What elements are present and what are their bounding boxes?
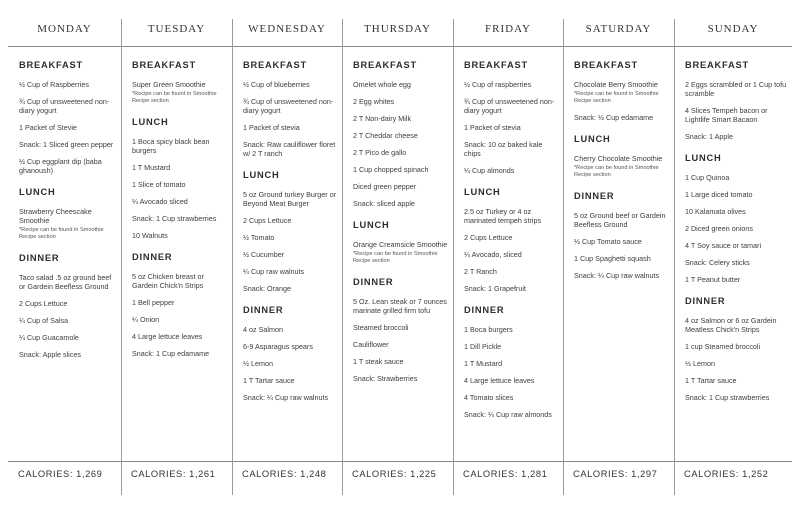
meal-item: 1 cup Steamed broccoli [685,342,761,351]
meal-item: 5 Oz. Lean steak or 7 ounces marinate grilled firm tofu [353,297,447,315]
meal-section-lunch [19,187,117,241]
meal-item: ¼ Cup almonds [464,166,515,175]
meal-item: ½ Lemon [685,359,715,368]
meal-item: 2 T Non-dairy Milk [353,114,412,123]
meal-section-lunch [685,153,788,284]
day-column-saturday [563,0,674,505]
day-heading: WEDNESDAY [248,23,326,35]
meal-item: 4 T Soy sauce or tamari [685,241,762,250]
meal-item: Snack: 10 oz baked kale chips [464,140,543,158]
meal-item: ½ Cup of blueberries [243,80,310,89]
meal-item: Snack: sliced apple [353,199,415,208]
meal-item: 5 oz Ground beef or Gardein Beefless Ground [574,211,666,229]
meal-item: ½ Cup Tomato sauce [574,237,642,246]
meal-item: 1 Boca spicy black bean burgers [132,137,210,155]
meal-section-breakfast [353,60,449,208]
meal-section-breakfast [243,60,338,158]
meal-item: Snack: 1 Grapefruit [464,284,526,293]
calories-total: CALORIES: 1,281 [463,469,548,479]
meal-item: 2 Diced green onions [685,224,753,233]
recipe-note: *Recipe can be found in Smoothie Recipe section [132,91,217,104]
meal-title: BREAKFAST [132,60,197,70]
recipe-note: *Recipe can be found in Smoothie Recipe section [353,251,438,264]
meal-item: Snack: 1 Cup strawberries [132,214,217,223]
meal-title: BREAKFAST [353,60,418,70]
meal-item: 4 oz Salmon or 6 oz Gardein Meatless Chick'n Strips [685,316,777,334]
meal-item: ¾ Cup of unsweetened non-diary yogurt [19,97,110,115]
meal-item: 1 T steak sauce [353,357,404,366]
meal-section-breakfast [19,60,117,175]
day-meals [464,60,559,431]
meal-item: 1 Cup Spaghetti squash [574,254,651,263]
meal-item: Snack: 1 Cup edamame [132,349,210,358]
meal-item: Steamed broccoli [353,323,409,332]
day-meals [243,60,338,414]
meal-item: Cherry Chocolate Smoothie [574,154,663,163]
meal-title: BREAKFAST [19,60,84,70]
meal-item: 2 Eggs scrambled or 1 Cup tofu scramble [685,80,787,98]
meal-title: LUNCH [685,153,722,163]
day-column-wednesday [232,0,342,505]
meal-item: 1 T Mustard [464,359,503,368]
meal-item: ½ Cup of Raspberries [19,80,89,89]
meal-item: Snack: ¼ Cup raw walnuts [243,393,329,402]
meal-item: 1 Slice of tomato [132,180,186,189]
meal-item: 10 Kalamata olives [685,207,746,216]
meal-item: 1 Packet of stevia [464,123,521,132]
day-column-monday [8,0,121,505]
meal-title: DINNER [353,277,394,287]
meal-title: DINNER [685,296,726,306]
meal-item: ¾ Cup of unsweetened non-diary yogurt [464,97,555,115]
meal-title: LUNCH [132,117,169,127]
meal-item: Snack: 1 Sliced green pepper [19,140,114,149]
meal-item: 1 T Peanut butter [685,275,741,284]
meal-title: DINNER [19,253,60,263]
meal-item: Chocolate Berry Smoothie [574,80,658,89]
day-column-friday [453,0,563,505]
meal-item: 1 Packet of Stevie [19,123,77,132]
calories-total: CALORIES: 1,269 [18,469,103,479]
meal-item: 1 T Tartar sauce [243,376,295,385]
meal-title: DINNER [464,305,505,315]
meal-item: 2 T Pico de gallo [353,148,407,157]
meal-item: ¼ Avocado, sliced [464,250,522,259]
day-meals [19,60,117,371]
meal-section-dinner [243,305,338,402]
meal-item: ½ Lemon [243,359,273,368]
meal-title: LUNCH [353,220,390,230]
meal-title: BREAKFAST [574,60,639,70]
meal-item: Omelet whole egg [353,80,411,89]
meal-item: ¼ Cup of Salsa [19,316,69,325]
meal-item: 5 oz Ground turkey Burger or Beyond Meat Burger [243,190,337,208]
meal-item: 4 Tomato slices [464,393,514,402]
day-heading: SUNDAY [707,23,759,35]
meal-section-breakfast [574,60,670,122]
day-meals [132,60,228,370]
meal-item: 2.5 oz Turkey or 4 oz marinated tempeh strips [464,207,542,225]
meal-item: 4 Large lettuce leaves [464,376,535,385]
calories-total: CALORIES: 1,252 [684,469,769,479]
meal-section-dinner [574,191,670,280]
meal-item: 1 Large diced tomato [685,190,753,199]
recipe-note: *Recipe can be found in Smoothie Recipe section [574,91,659,104]
day-meals [685,60,788,414]
day-column-tuesday [121,0,232,505]
meal-item: Snack: Strawberries [353,374,418,383]
calories-total: CALORIES: 1,225 [352,469,437,479]
meal-section-dinner [685,296,788,402]
meal-item: 1 Dill Pickle [464,342,502,351]
meal-section-lunch [243,170,338,293]
meal-item: Taco salad .5 oz ground beef or Gardein Beefless Ground [19,273,112,291]
meal-item: Super Green Smoothie [132,80,206,89]
meal-title: BREAKFAST [464,60,529,70]
meal-item: Snack: Raw cauliflower floret w/ 2 T ranch [243,140,336,158]
meal-title: DINNER [574,191,615,201]
meal-title: LUNCH [243,170,280,180]
meal-item: 2 Cups Lettuce [19,299,68,308]
meal-item: 1 Cup Quinoa [685,173,730,182]
meal-item: Snack: ¼ Cup raw walnuts [574,271,660,280]
day-column-thursday [342,0,453,505]
meal-item: 2 T Cheddar cheese [353,131,418,140]
meal-item: 1 Packet of stevia [243,123,300,132]
meal-section-breakfast [132,60,228,105]
meal-title: LUNCH [19,187,56,197]
meal-title: LUNCH [464,187,501,197]
meal-section-dinner [132,252,228,358]
meal-section-lunch [132,117,228,240]
meal-item: Snack: Celery sticks [685,258,750,267]
meal-section-lunch [353,220,449,265]
meal-item: 1 Cup chopped spinach [353,165,429,174]
meal-item: Orange Creamsicle Smoothie [353,240,448,249]
meal-item: ¼ Onion [132,315,160,324]
meal-section-lunch [464,187,559,293]
meal-item: 4 Slices Tempeh bacon or Lightlife Smart Bacaon [685,106,768,124]
meal-item: 1 T Mustard [132,163,171,172]
meal-item: 2 Cups Lettuce [243,216,292,225]
day-meals [353,60,449,395]
meal-item: 2 Egg whites [353,97,395,106]
recipe-note: *Recipe can be found in Smoothie Recipe section [19,227,104,240]
meal-item: ½ Cucumber [243,250,285,259]
meal-item: ¾ Cup of unsweetened non-diary yogurt [243,97,334,115]
calories-total: CALORIES: 1,261 [131,469,216,479]
meal-section-dinner [353,277,449,383]
meal-item: ½ Cup eggplant dip (baba ghanoush) [19,157,102,175]
meal-item: Snack: Apple slices [19,350,81,359]
meal-item: 1 Boca burgers [464,325,513,334]
day-heading: TUESDAY [147,23,206,35]
meal-item: Snack: 1 Apple [685,132,733,141]
meal-item: Snack: ½ Cup edamame [574,113,654,122]
meal-item: Strawberry Cheescake Smoothie [19,207,92,225]
meal-section-dinner [19,253,117,359]
day-heading: SATURDAY [585,23,652,35]
meal-item: 10 Walnuts [132,231,168,240]
meal-item: 2 T Ranch [464,267,497,276]
recipe-note: *Recipe can be found in Smoothie Recipe section [574,165,659,178]
meal-section-dinner [464,305,559,419]
meal-item: Diced green pepper [353,182,417,191]
day-heading: FRIDAY [485,23,531,35]
meal-item: Cauliflower [353,340,389,349]
meal-item: ½ Tomato [243,233,275,242]
meal-item: Snack: 1 Cup strawberries [685,393,770,402]
meal-item: Snack: ¼ Cup raw almonds [464,410,552,419]
day-heading: THURSDAY [364,23,431,35]
meal-title: DINNER [243,305,284,315]
meal-section-breakfast [464,60,559,175]
meal-item: Snack: Orange [243,284,291,293]
meal-item: ½ Cup of raspberries [464,80,532,89]
meal-title: BREAKFAST [243,60,308,70]
meal-item: 4 oz Salmon [243,325,283,334]
meal-title: BREAKFAST [685,60,750,70]
meal-item: 4 Large lettuce leaves [132,332,203,341]
meal-item: 1 Bell pepper [132,298,175,307]
meal-item: ¼ Cup raw walnuts [243,267,305,276]
meal-section-breakfast [685,60,788,141]
meal-title: DINNER [132,252,173,262]
meal-item: 1 T Tartar sauce [685,376,737,385]
meal-item: 2 Cups Lettuce [464,233,513,242]
day-heading: MONDAY [37,23,92,35]
calories-total: CALORIES: 1,248 [242,469,327,479]
meal-item: ¼ Avocado sliced [132,197,188,206]
calories-total: CALORIES: 1,297 [573,469,658,479]
meal-item: 6-9 Asparagus spears [243,342,313,351]
day-column-sunday [674,0,792,505]
meal-item: 5 oz Chicken breast or Gardein Chick'n Strips [132,272,204,290]
day-meals [574,60,670,292]
meal-section-lunch [574,134,670,179]
meal-item: ¼ Cup Guacamole [19,333,79,342]
meal-title: LUNCH [574,134,611,144]
